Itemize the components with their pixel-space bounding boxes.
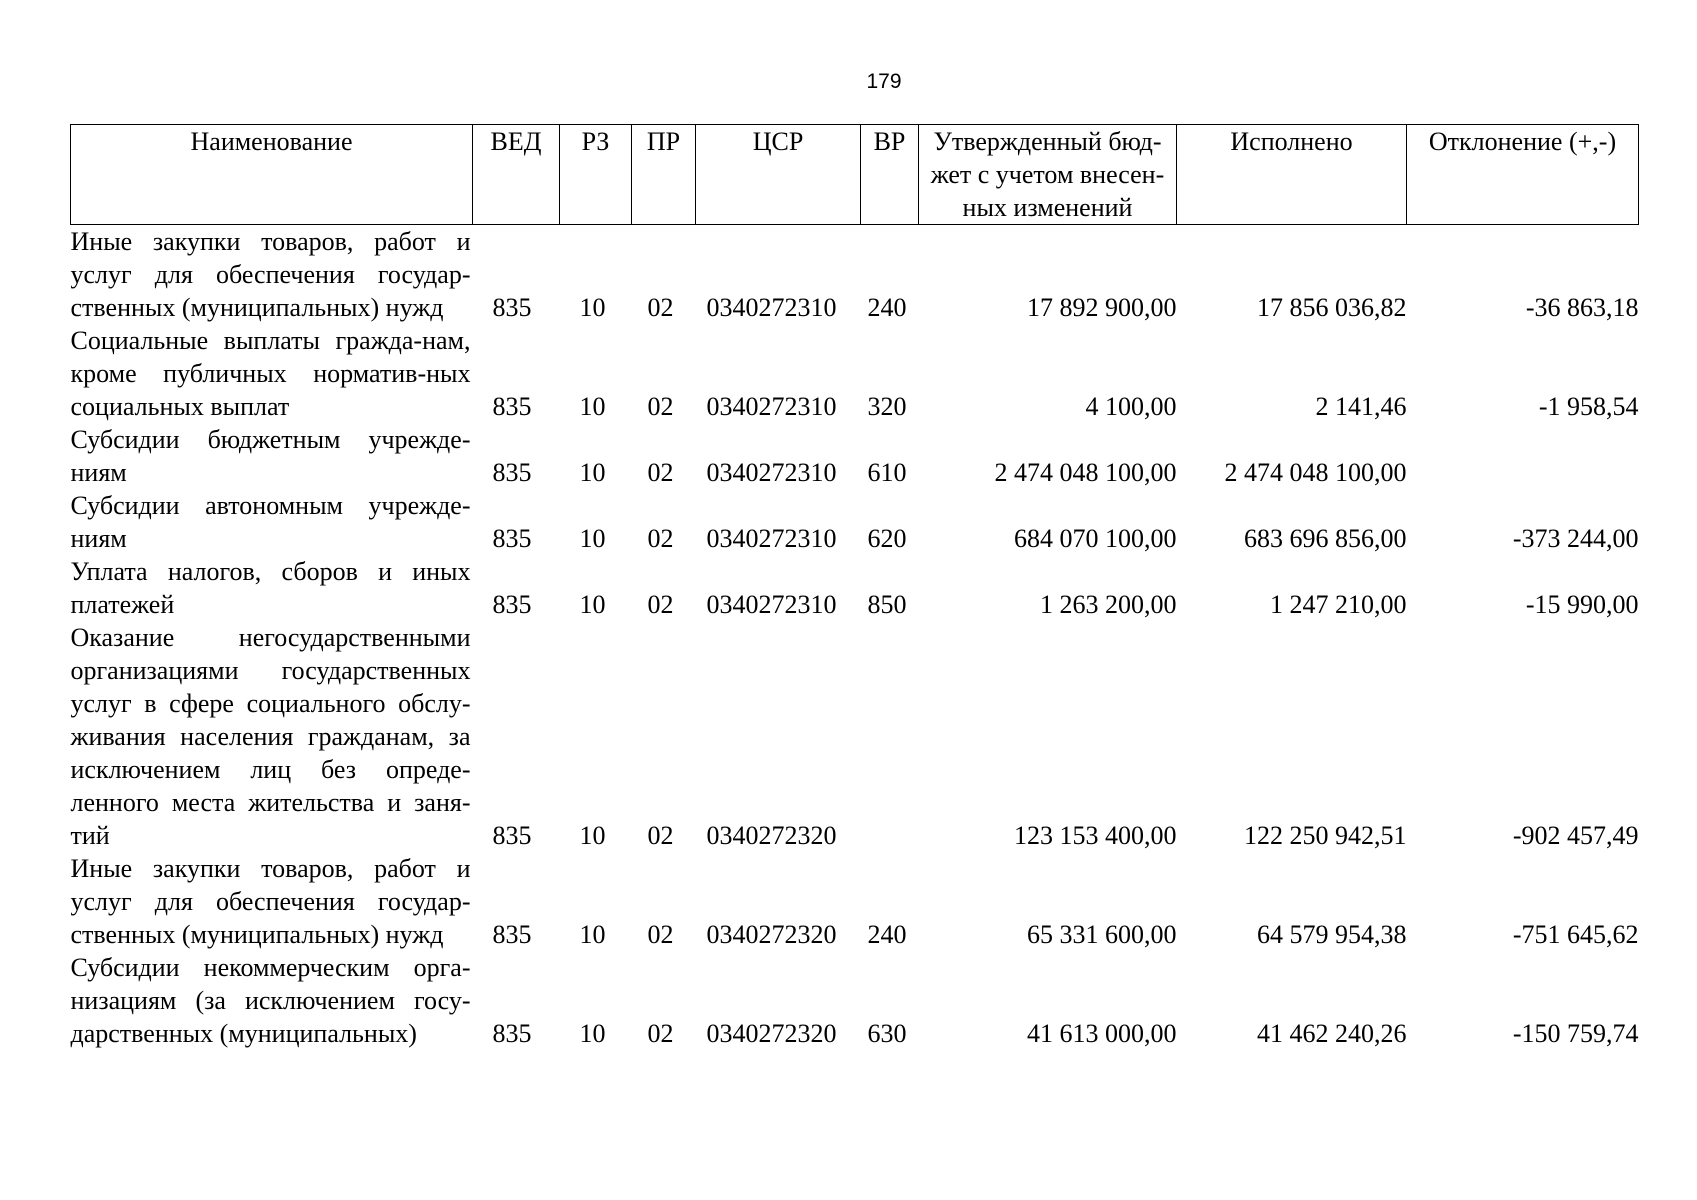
header-deviation: Отклонение (+,-) [1407, 125, 1639, 225]
row-ved: 835 [492, 920, 532, 949]
row-deviation: -902 457,49 [1512, 821, 1639, 850]
row-rz: 10 [579, 392, 606, 421]
row-ved: 835 [492, 821, 532, 850]
row-rz: 10 [579, 1019, 606, 1048]
header-name: Наименование [71, 125, 473, 225]
table-row [71, 852, 1639, 951]
row-deviation [1407, 423, 1639, 489]
row-name: Субсидии бюджетным учрежде-ниям [70, 425, 471, 487]
row-rz: 10 [579, 920, 606, 949]
table-row [71, 489, 1639, 555]
table-header-row [71, 125, 1639, 225]
row-pr: 02 [647, 293, 674, 322]
budget-table [70, 124, 1639, 1050]
row-deviation: -1 958,54 [1538, 392, 1639, 421]
row-rz: 10 [579, 458, 606, 487]
row-ved: 835 [492, 392, 532, 421]
row-deviation: -36 863,18 [1525, 293, 1639, 322]
row-name: Иные закупки товаров, работ и услуг для обеспечения государ-ственных (муниципальных) нужд [70, 227, 471, 322]
row-name: Уплата налогов, сборов и иных платежей [70, 557, 471, 619]
row-deviation: -15 990,00 [1525, 590, 1639, 619]
row-executed: 1 247 210,00 [1270, 590, 1407, 619]
row-pr: 02 [647, 821, 674, 850]
row-vr: 240 [867, 293, 907, 322]
row-pr: 02 [647, 1019, 674, 1048]
row-approved: 41 613 000,00 [1027, 1019, 1177, 1048]
table-row [71, 621, 1639, 852]
row-rz: 10 [579, 821, 606, 850]
header-executed: Исполнено [1177, 125, 1407, 225]
row-csr: 0340272310 [706, 590, 837, 619]
row-executed: 17 856 036,82 [1257, 293, 1407, 322]
row-vr: 620 [867, 524, 907, 553]
row-name: Социальные выплаты гражда-нам, кроме публичных норматив-ных социальных выплат [70, 326, 471, 421]
row-executed: 64 579 954,38 [1257, 920, 1407, 949]
header-vr: ВР [861, 125, 919, 225]
header-ved: ВЕД [473, 125, 560, 225]
row-name: Субсидии некоммерческим орга-низациям (за исключением госу-дарственных (муниципальных) [70, 953, 471, 1048]
row-csr: 0340272320 [706, 1019, 837, 1048]
row-executed: 122 250 942,51 [1244, 821, 1407, 850]
row-vr [861, 621, 919, 852]
row-ved: 835 [492, 1019, 532, 1048]
table-row [71, 225, 1639, 325]
row-vr: 240 [867, 920, 907, 949]
row-csr: 0340272320 [706, 821, 837, 850]
row-vr: 610 [867, 458, 907, 487]
row-name: Иные закупки товаров, работ и услуг для обеспечения государ-ственных (муниципальных) нужд [70, 854, 471, 949]
row-pr: 02 [647, 458, 674, 487]
header-approved: Утвержденный бюд-жет с учетом внесен-ных изменений [919, 125, 1177, 225]
row-pr: 02 [647, 524, 674, 553]
row-executed: 41 462 240,26 [1257, 1019, 1407, 1048]
row-ved: 835 [492, 458, 532, 487]
row-vr: 630 [867, 1019, 907, 1048]
row-csr: 0340272310 [706, 293, 837, 322]
page-number: 179 [866, 70, 902, 93]
row-ved: 835 [492, 524, 532, 553]
row-pr: 02 [647, 392, 674, 421]
row-csr: 0340272310 [706, 392, 837, 421]
table-row [71, 951, 1639, 1050]
row-name: Оказание негосударственными организациями государственных услуг в сфере социального обслу-живания населения гражданам, за исключением лиц без опреде-ленного места жительства и заня-тий [70, 623, 471, 850]
row-ved: 835 [492, 293, 532, 322]
table-row [71, 423, 1639, 489]
row-pr: 02 [647, 590, 674, 619]
row-ved: 835 [492, 590, 532, 619]
row-rz: 10 [579, 293, 606, 322]
row-approved: 2 474 048 100,00 [994, 458, 1177, 487]
row-approved: 1 263 200,00 [1040, 590, 1177, 619]
row-deviation: -751 645,62 [1512, 920, 1639, 949]
row-approved: 4 100,00 [1085, 392, 1177, 421]
header-rz: РЗ [560, 125, 632, 225]
row-executed: 683 696 856,00 [1244, 524, 1407, 553]
row-approved: 684 070 100,00 [1014, 524, 1177, 553]
header-csr: ЦСР [696, 125, 861, 225]
table-row [71, 324, 1639, 423]
row-vr: 850 [867, 590, 907, 619]
row-executed: 2 141,46 [1315, 392, 1407, 421]
row-rz: 10 [579, 524, 606, 553]
row-csr: 0340272310 [706, 458, 837, 487]
row-csr: 0340272320 [706, 920, 837, 949]
row-pr: 02 [647, 920, 674, 949]
row-csr: 0340272310 [706, 524, 837, 553]
row-approved: 123 153 400,00 [1014, 821, 1177, 850]
row-executed: 2 474 048 100,00 [1224, 458, 1407, 487]
row-approved: 65 331 600,00 [1027, 920, 1177, 949]
table-row [71, 555, 1639, 621]
row-vr: 320 [867, 392, 907, 421]
row-deviation: -373 244,00 [1512, 524, 1639, 553]
row-rz: 10 [579, 590, 606, 619]
row-approved: 17 892 900,00 [1027, 293, 1177, 322]
row-deviation: -150 759,74 [1512, 1019, 1639, 1048]
header-pr: ПР [632, 125, 696, 225]
row-name: Субсидии автономным учрежде-ниям [70, 491, 471, 553]
